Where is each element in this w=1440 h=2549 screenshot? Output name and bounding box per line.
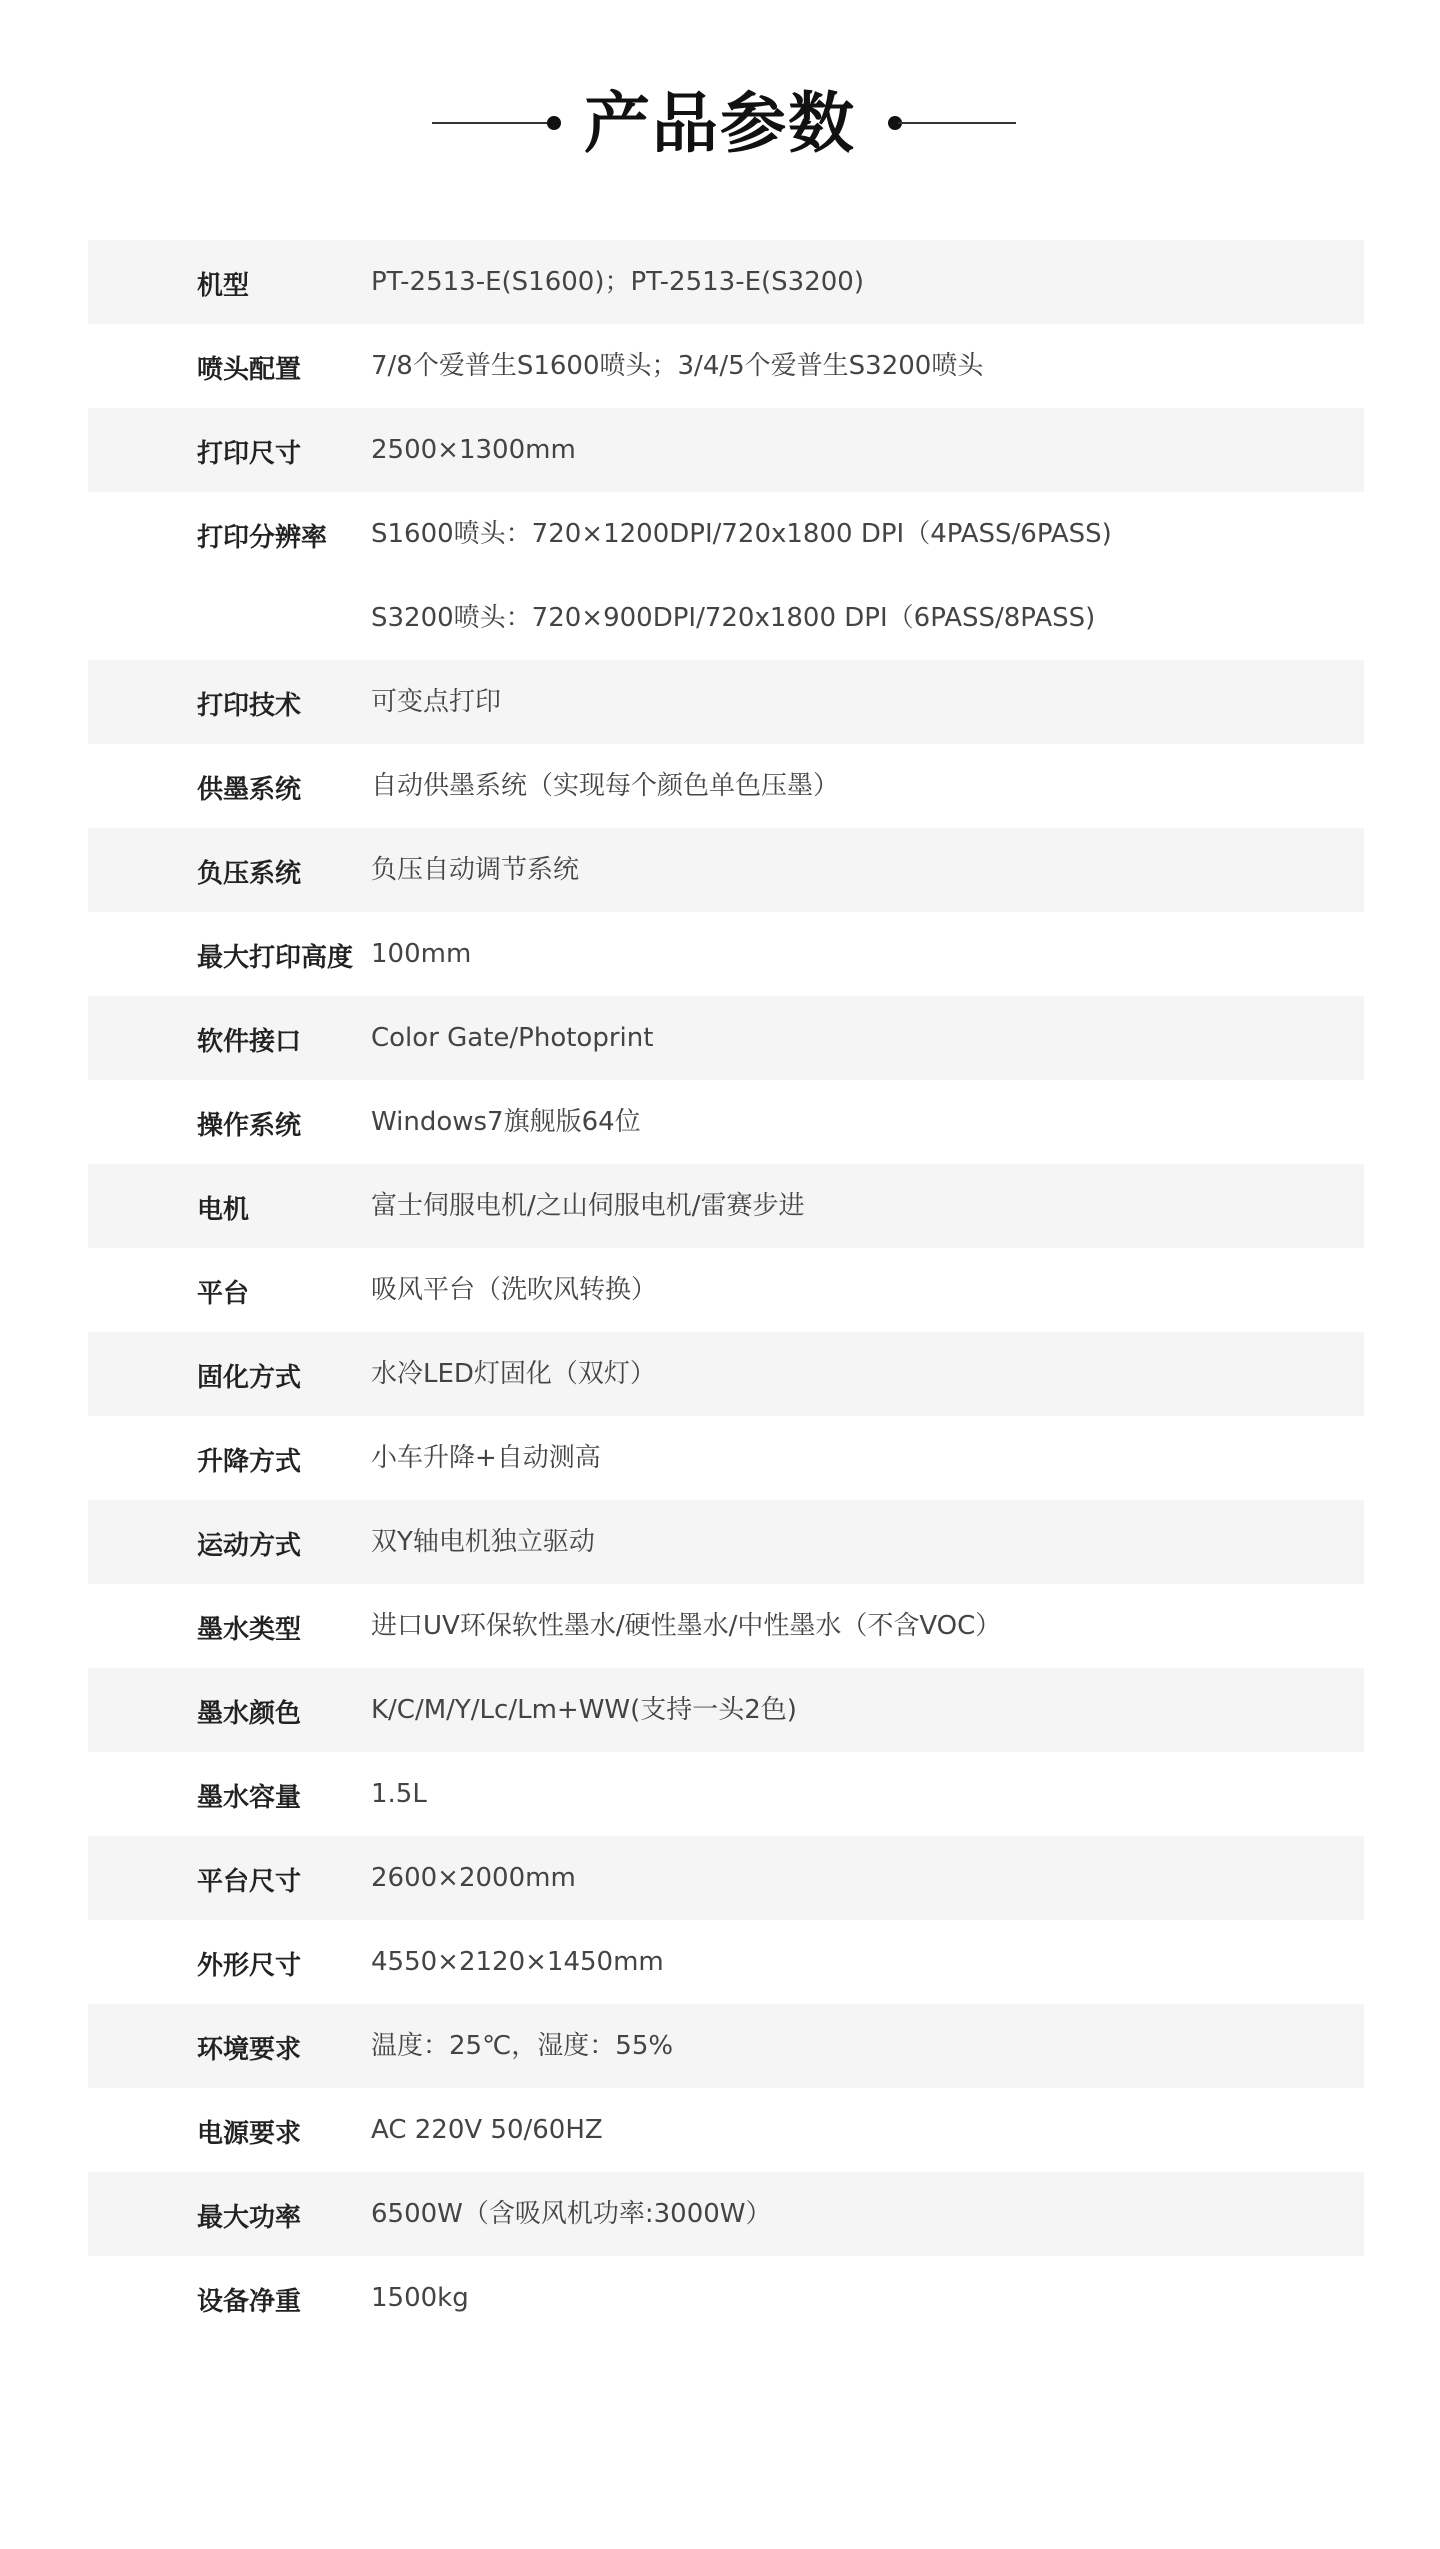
- spec-value: 水冷LED灯固化（双灯）: [371, 1359, 656, 1389]
- spec-value: 6500W（含吸风机功率:3000W）: [371, 2199, 772, 2229]
- spec-value: 温度：25℃，湿度：55%: [371, 2031, 674, 2061]
- spec-values: [371, 1164, 1364, 1248]
- spec-values: [371, 240, 1364, 324]
- spec-label: 设备净重: [197, 2287, 302, 2317]
- spec-value: 4550×2120×1450mm: [371, 1947, 664, 1977]
- spec-value: 2600×2000mm: [371, 1863, 576, 1893]
- spec-value: AC 220V 50/60HZ: [371, 2115, 603, 2145]
- title-decoration-dot-left: [547, 116, 561, 130]
- spec-row: [88, 660, 1364, 744]
- spec-value: 小车升降+自动测高: [371, 1443, 601, 1473]
- spec-values: [371, 408, 1364, 492]
- spec-values: [371, 2088, 1364, 2172]
- spec-row: [88, 1500, 1364, 1584]
- spec-label: 平台尺寸: [197, 1867, 302, 1897]
- spec-label: 外形尺寸: [197, 1951, 302, 1981]
- spec-label: 操作系统: [197, 1111, 302, 1141]
- spec-row: [88, 1920, 1364, 2004]
- spec-values: [371, 1752, 1364, 1836]
- spec-row: [88, 828, 1364, 912]
- spec-label: 打印分辨率: [197, 523, 328, 553]
- spec-row: [88, 2256, 1364, 2340]
- spec-row: [88, 492, 1364, 660]
- spec-label: 打印技术: [197, 691, 302, 721]
- spec-value: 可变点打印: [371, 687, 502, 717]
- spec-label: 升降方式: [197, 1447, 302, 1477]
- spec-row: [88, 1332, 1364, 1416]
- spec-values: [371, 2256, 1364, 2340]
- spec-row: [88, 240, 1364, 324]
- spec-row: [88, 996, 1364, 1080]
- spec-value: PT-2513-E(S1600)；PT-2513-E(S3200): [371, 267, 864, 297]
- spec-values: [371, 1668, 1364, 1752]
- spec-value: S1600喷头：720×1200DPI/720x1800 DPI（4PASS/6PASS): [371, 519, 1112, 549]
- spec-values: [371, 744, 1364, 828]
- spec-row: [88, 744, 1364, 828]
- spec-row: [88, 1248, 1364, 1332]
- page-title: 产品参数: [584, 85, 856, 162]
- spec-value: 吸风平台（洗吹风转换）: [371, 1275, 658, 1305]
- spec-row: [88, 2172, 1364, 2256]
- spec-label: 墨水容量: [197, 1783, 302, 1813]
- spec-label: 电机: [197, 1195, 250, 1225]
- spec-values: [371, 828, 1364, 912]
- spec-row: [88, 912, 1364, 996]
- spec-label: 机型: [197, 271, 250, 301]
- spec-values: [371, 2004, 1364, 2088]
- spec-values: [371, 1080, 1364, 1164]
- spec-value: 自动供墨系统（实现每个颜色单色压墨）: [371, 771, 840, 801]
- spec-value: 100mm: [371, 939, 472, 969]
- spec-row: [88, 2004, 1364, 2088]
- spec-label: 固化方式: [197, 1363, 302, 1393]
- spec-value: K/C/M/Y/Lc/Lm+WW(支持一头2色): [371, 1695, 797, 1725]
- spec-values: [371, 660, 1364, 744]
- spec-value: 1.5L: [371, 1779, 427, 1809]
- spec-label: 喷头配置: [197, 355, 302, 385]
- spec-values: [371, 1248, 1364, 1332]
- spec-row: [88, 2088, 1364, 2172]
- spec-values: [371, 324, 1364, 408]
- spec-value: 7/8个爱普生S1600喷头；3/4/5个爱普生S3200喷头: [371, 351, 984, 381]
- spec-label: 软件接口: [197, 1027, 302, 1057]
- spec-values: [371, 1920, 1364, 2004]
- spec-values: [371, 2172, 1364, 2256]
- spec-label: 墨水类型: [197, 1615, 302, 1645]
- spec-values: [371, 912, 1364, 996]
- spec-row: [88, 1836, 1364, 1920]
- spec-value: 富士伺服电机/之山伺服电机/雷赛步进: [371, 1191, 805, 1221]
- spec-row: [88, 1080, 1364, 1164]
- spec-values: [371, 1500, 1364, 1584]
- spec-row: [88, 1164, 1364, 1248]
- spec-value: 负压自动调节系统: [371, 855, 580, 885]
- spec-values: [371, 1416, 1364, 1500]
- title-decoration-line-right: [898, 122, 1016, 124]
- spec-values: [371, 492, 1364, 660]
- spec-label: 平台: [197, 1279, 250, 1309]
- spec-value: 双Y轴电机独立驱动: [371, 1527, 595, 1557]
- spec-value: 1500kg: [371, 2283, 469, 2313]
- spec-value: 进口UV环保软性墨水/硬性墨水/中性墨水（不含VOC）: [371, 1611, 1002, 1641]
- spec-values: [371, 1332, 1364, 1416]
- spec-value: S3200喷头：720×900DPI/720x1800 DPI（6PASS/8PASS): [371, 603, 1096, 633]
- spec-values: [371, 996, 1364, 1080]
- spec-label: 负压系统: [197, 859, 302, 889]
- spec-value: Windows7旗舰版64位: [371, 1107, 641, 1137]
- spec-label: 供墨系统: [197, 775, 302, 805]
- spec-row: [88, 1416, 1364, 1500]
- spec-label: 墨水颜色: [197, 1699, 302, 1729]
- spec-label: 最大功率: [197, 2203, 302, 2233]
- spec-value: Color Gate/Photoprint: [371, 1023, 654, 1053]
- page-header: [0, 70, 1440, 180]
- spec-row: [88, 1752, 1364, 1836]
- title-decoration-line-left: [432, 122, 550, 124]
- spec-row: [88, 408, 1364, 492]
- spec-value: 2500×1300mm: [371, 435, 576, 465]
- spec-values: [371, 1584, 1364, 1668]
- spec-label: 最大打印高度: [197, 943, 354, 973]
- spec-row: [88, 1668, 1364, 1752]
- spec-table: [88, 240, 1364, 2340]
- spec-values: [371, 1836, 1364, 1920]
- spec-label: 电源要求: [197, 2119, 302, 2149]
- spec-row: [88, 1584, 1364, 1668]
- spec-row: [88, 324, 1364, 408]
- spec-label: 打印尺寸: [197, 439, 302, 469]
- spec-label: 运动方式: [197, 1531, 302, 1561]
- spec-label: 环境要求: [197, 2035, 302, 2065]
